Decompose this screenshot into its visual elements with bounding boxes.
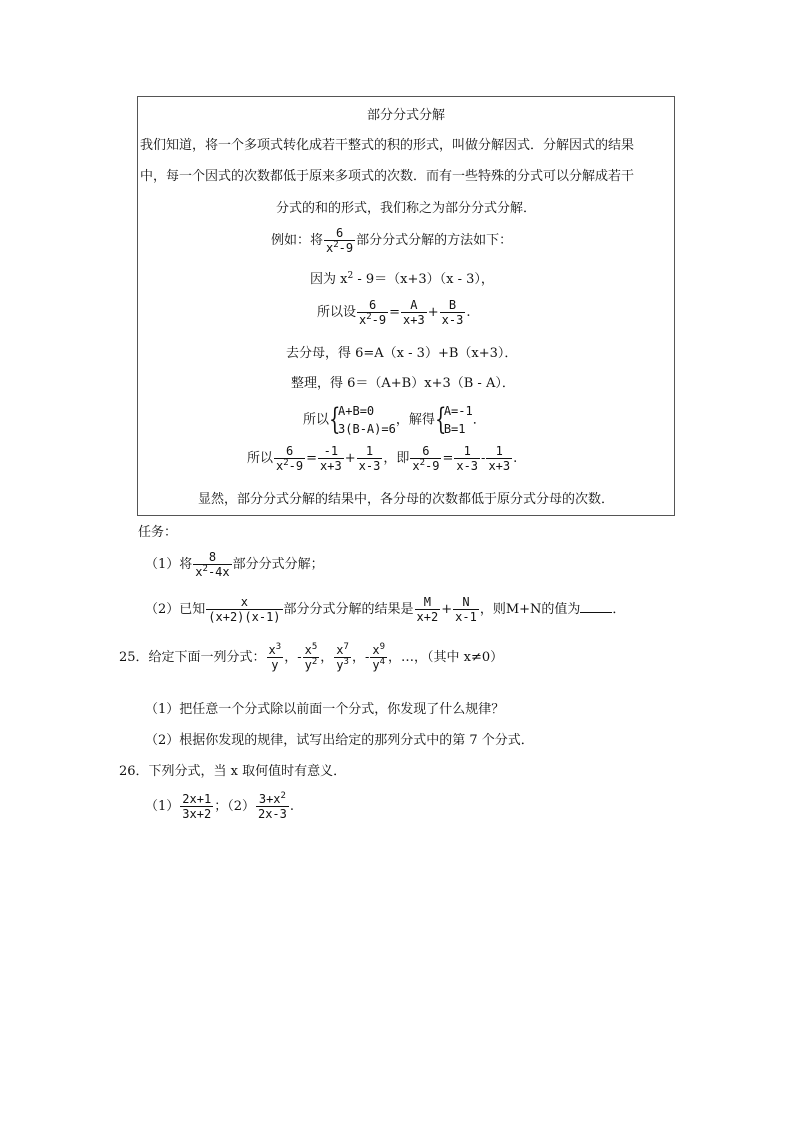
task-heading: 任务： xyxy=(138,525,178,540)
q2-fraction-1: $\frac{x}{(x+2)(x-1)}$ xyxy=(208,595,281,624)
suppose-fraction-1: $\frac{6}{x^2-9}$ xyxy=(359,298,387,327)
arrange-line: 整理，得 6＝（A+B）x+3（B - A）． xyxy=(291,376,515,391)
q26-fraction-1: $\frac{2x+1}{3x+2}$ xyxy=(182,792,212,821)
result-fraction-4: $\frac{6}{x^2-9}$ xyxy=(412,444,440,473)
q25-sub1: （1）把任意一个分式除以前面一个分式，你发现了什么规律？ xyxy=(145,702,505,717)
q25-fraction-4: $\frac{x^9}{y^4}$ xyxy=(372,642,385,672)
because-line: 因为 $x^2 - 9=(x+3)(x - 3)$， xyxy=(310,271,494,287)
q25-fraction-3: $\frac{x^7}{y^3}$ xyxy=(336,642,349,672)
q25-line: 25．给定下面一列分式： $\frac{x^3}{y}$ ，- $\frac{x^5}{y^2}$ ， $\frac{x^7}{y^3}$ ，- $\frac{x^9}{y^4}$ ，…，（其中 x≠0） xyxy=(119,642,504,672)
suppose-fraction-2: $\frac{A}{x+3}$ xyxy=(403,298,425,327)
intro-line-2: 中，每一个因式的次数都低于原来多项式的次数．而有一些特殊的分式可以分解成若干 xyxy=(140,169,635,184)
result-fraction-1: $\frac{6}{x^2-9}$ xyxy=(276,444,304,473)
solution-equations: { A=-1 B=1 xyxy=(434,402,473,437)
result-fraction-5: $\frac{1}{x-3}$ xyxy=(456,444,479,473)
task-q2: （2）已知 $\frac{x}{(x+2)(x-1)}$ 部分分式分解的结果是 $\frac{M}{x+2}$ + $\frac{N}{x-1}$ ，则M+N的值为 ． xyxy=(145,595,626,624)
result-line: 所以 $\frac{6}{x^2-9}$ = $\frac{-1}{x+3}$ + $\frac{1}{x-3}$ ，即 $\frac{6}{x^2-9}$ = $\frac{1}{x-3}$ - $\frac{1}{x+3}$ . xyxy=(247,444,518,473)
q25-fraction-1: $\frac{x^3}{y}$ xyxy=(268,642,282,672)
example-fraction-num: 6 xyxy=(335,226,344,240)
intro-line-3: 分式的和的形式，我们称之为部分分式分解． xyxy=(275,201,536,216)
q2-fraction-3: $\frac{N}{x-1}$ xyxy=(455,595,477,624)
example-line xyxy=(271,226,512,255)
suppose-fraction-3: $\frac{B}{x-3}$ xyxy=(441,298,464,327)
denominator-line: 去分母，得 6=A（x - 3）+B（x+3）． xyxy=(286,346,518,361)
q25-fraction-2: $\frac{x^5}{y^2}$ xyxy=(304,642,318,672)
q26-line: 26．下列分式，当 x 取何值时有意义． xyxy=(119,764,347,779)
example-fraction xyxy=(324,226,355,255)
result-fraction-3: $\frac{1}{x-3}$ xyxy=(358,444,381,473)
system-equations: { A+B=0 3(B-A)=6 xyxy=(329,402,396,437)
task-q1: （1）将 $\frac{8}{x^2-4x}$ 部分分式分解； xyxy=(145,550,324,579)
q26-fraction-2: $\frac{3+x^2}{2x-3}$ xyxy=(257,791,287,821)
conclusion-line: 显然，部分分式分解的结果中，各分母的次数都低于原分式分母的次数． xyxy=(197,492,614,507)
box-title: 部分分式分解 xyxy=(366,108,445,123)
q26-fractions: （1） $\frac{2x+1}{3x+2}$ ；（2） $\frac{3+x^2}{2x-3}$ . xyxy=(145,791,295,821)
intro-line-1: 我们知道，将一个多项式转化成若干整式的积的形式，叫做分解因式．分解因式的结果 xyxy=(140,138,635,153)
example-fraction-den: $x^2-9$ xyxy=(326,240,354,255)
answer-blank xyxy=(580,600,612,613)
q25-sub2: （2）根据你发现的规律，试写出给定的那列分式中的第 7 个分式． xyxy=(145,733,534,748)
suppose-line: 所以设 $\frac{6}{x^2-9}$ = $\frac{A}{x+3}$ + $\frac{B}{x-3}$ . xyxy=(317,298,471,327)
q2-fraction-2: $\frac{M}{x+2}$ xyxy=(416,595,439,624)
result-fraction-2: $\frac{-1}{x+3}$ xyxy=(320,444,342,473)
example-suffix: 部分分式分解的方法如下： xyxy=(356,233,513,248)
example-prefix: 例如：将 xyxy=(271,233,324,248)
result-fraction-6: $\frac{1}{x+3}$ xyxy=(488,444,511,473)
system-line: 所以 { A+B=0 3(B-A)=6 ，解得 { A=-1 B=1 ． xyxy=(303,402,486,437)
q1-fraction: $\frac{8}{x^2-4x}$ xyxy=(195,550,230,579)
